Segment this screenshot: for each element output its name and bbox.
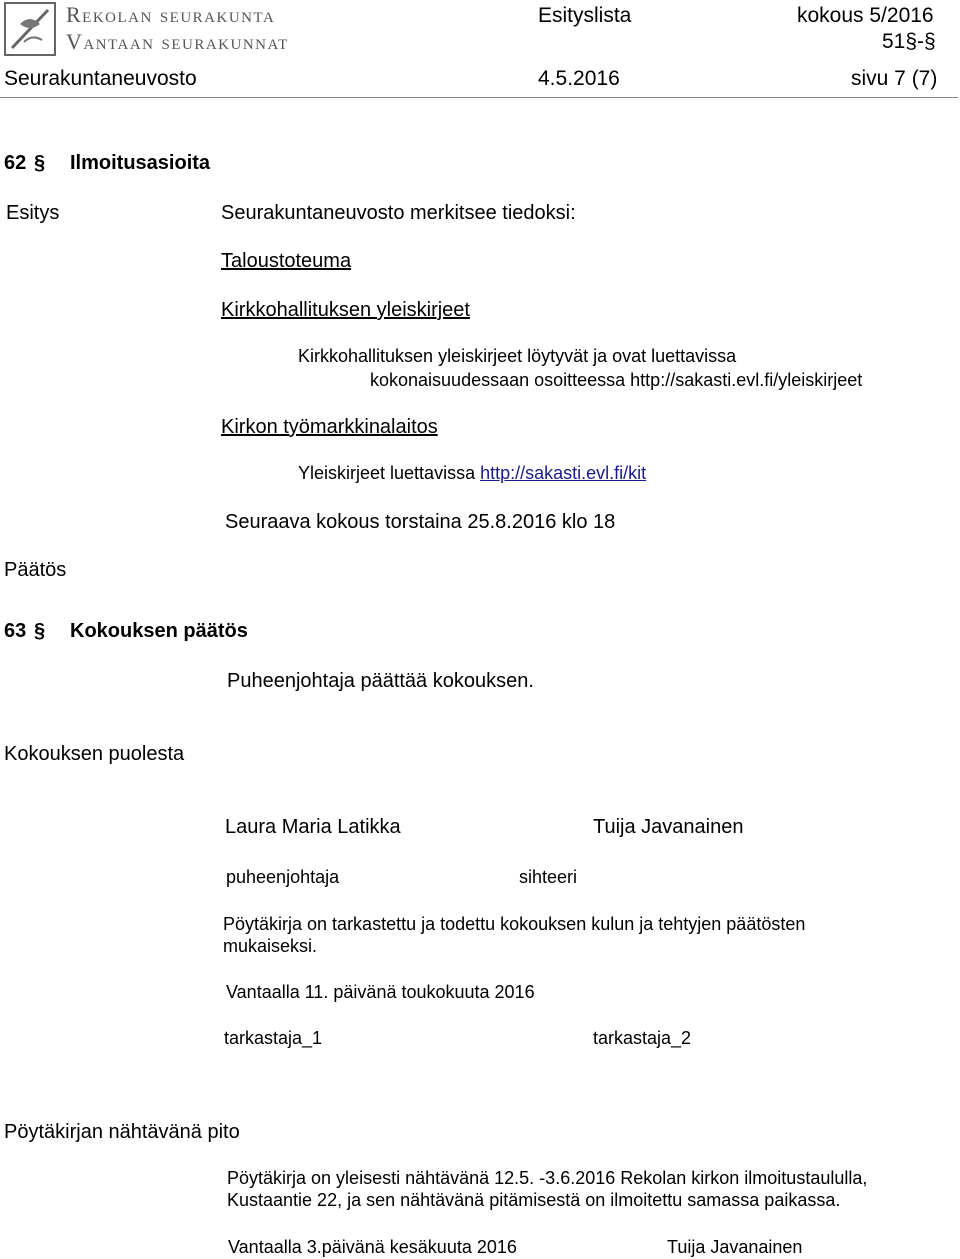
page-number: sivu 7 (7) xyxy=(851,67,938,90)
next-meeting: Seuraava kokous torstaina 25.8.2016 klo 18 xyxy=(225,511,616,533)
display-label: Pöytäkirjan nähtävänä pito xyxy=(4,1121,240,1143)
item-taloustoteuma: Taloustoteuma xyxy=(221,250,352,272)
signatures-label: Kokouksen puolesta xyxy=(4,743,185,765)
item-tyomarkkinalaitos: Kirkon työmarkkinalaitos xyxy=(221,416,438,438)
verification-place-date: Vantaalla 11. päivänä toukokuuta 2016 xyxy=(226,982,535,1002)
section-63-text: Puheenjohtaja päättää kokouksen. xyxy=(227,670,534,692)
display-signer: Tuija Javanainen xyxy=(667,1237,803,1257)
secretary-title: sihteeri xyxy=(519,867,578,887)
checker-1: tarkastaja_1 xyxy=(224,1028,323,1048)
yleiskirjeet-text-line2: kokonaisuudessaan osoitteessa http://sakasti.evl.fi/yleiskirjeet xyxy=(370,370,863,390)
esitys-intro: Seurakuntaneuvosto merkitsee tiedoksi: xyxy=(221,202,576,224)
section-63-symbol: § xyxy=(34,620,46,642)
doc-type: Esityslista xyxy=(538,4,632,27)
secretary-name: Tuija Javanainen xyxy=(593,816,744,838)
kit-link[interactable]: http://sakasti.evl.fi/kit xyxy=(480,463,647,483)
paatos-label: Päätös xyxy=(4,559,67,581)
kit-text: Yleiskirjeet luettavissa xyxy=(298,463,476,483)
chair-name: Laura Maria Latikka xyxy=(225,816,401,838)
section-62-title: Ilmoitusasioita xyxy=(70,152,211,174)
esitys-label: Esitys xyxy=(6,202,60,224)
item-yleiskirjeet: Kirkkohallituksen yleiskirjeet xyxy=(221,299,470,321)
verified-text: Pöytäkirja on tarkastettu ja todettu kokouksen kulun ja tehtyjen päätösten mukaiseksi. xyxy=(223,914,806,956)
yleiskirjeet-text-line1: Kirkkohallituksen yleiskirjeet löytyvät ja ovat luettavissa xyxy=(298,346,737,366)
display-text: Pöytäkirja on yleisesti nähtävänä 12.5. -3.6.2016 Rekolan kirkon ilmoitustaululla, Kustaantie 22, ja sen nähtävänä pitämisestä on ilmoitettu samassa paikassa. xyxy=(227,1168,868,1210)
section-63-number: 63 xyxy=(4,620,27,642)
section-62-number: 62 xyxy=(4,152,27,174)
org-name-line2: Vantaan seurakunnat xyxy=(66,29,289,54)
meeting-number: kokous 5/2016 xyxy=(797,4,934,27)
section-62-symbol: § xyxy=(34,152,46,174)
org-name-line1: Rekolan seurakunta xyxy=(66,2,276,27)
chair-title: puheenjohtaja xyxy=(226,867,340,887)
header-body-name: Seurakuntaneuvosto xyxy=(4,67,197,90)
section-63-title: Kokouksen päätös xyxy=(70,620,248,642)
header-date: 4.5.2016 xyxy=(538,67,620,90)
parish-logo-icon xyxy=(4,2,56,56)
header-divider xyxy=(0,97,958,98)
display-place-date: Vantaalla 3.päivänä kesäkuuta 2016 xyxy=(228,1237,517,1257)
checker-2: tarkastaja_2 xyxy=(593,1028,692,1048)
page-reference: 51§-§ xyxy=(882,30,936,53)
